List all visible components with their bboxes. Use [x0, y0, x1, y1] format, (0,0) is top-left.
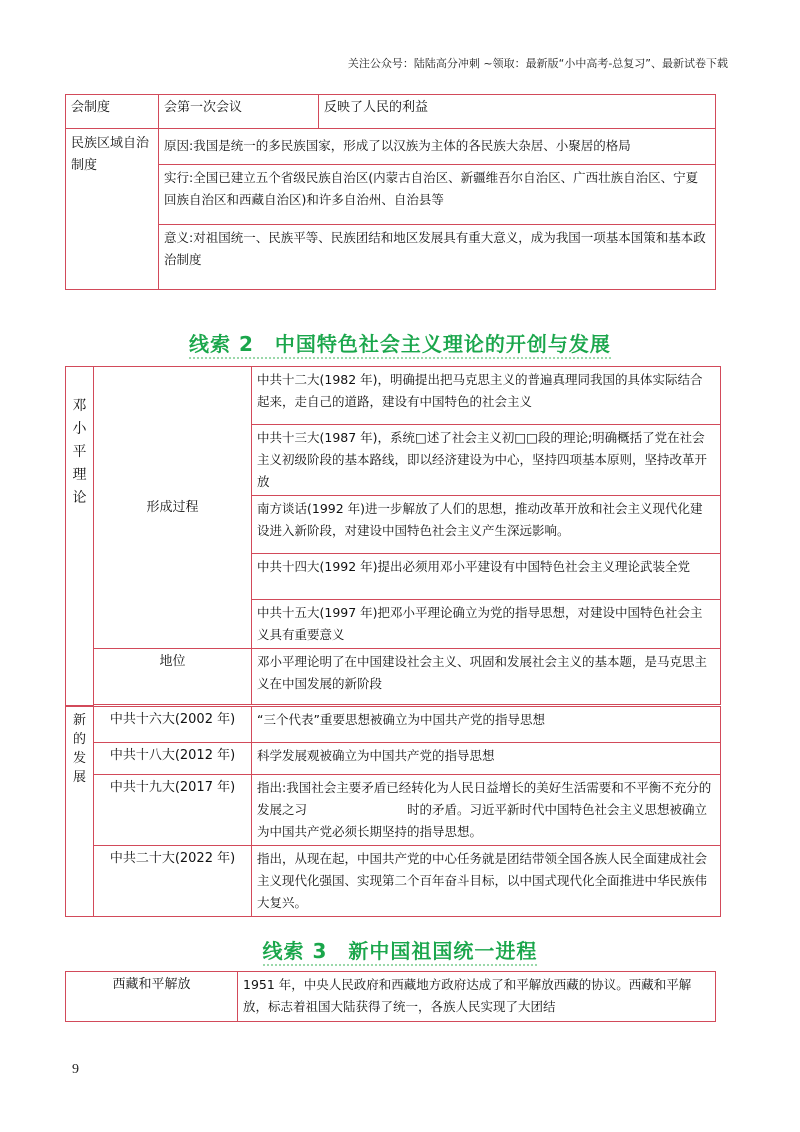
formation-item: 中共十三大(1987 年)，系统□述了社会主义初□□段的理论;明确概括了党在社会主义初级阶段的基本路线，即以经济建设为中心，坚持四项基本原则，坚持改革开放 [252, 425, 721, 496]
autonomy-implementation: 实行:全国已建立五个省级民族自治区(内蒙古自治区、新疆维吾尔自治区、广西壮族自治区、宁夏回族自治区和西藏自治区)和许多自治州、自治县等 [159, 165, 716, 225]
page-number: 9 [72, 1062, 79, 1077]
autonomy-meaning: 意义:对祖国统一、民族平等、民族团结和地区发展具有重大意义，成为我国一项基本国策和基本政治制度 [159, 225, 716, 290]
formation-item: 中共十五大(1997 年)把邓小平理论确立为党的指导思想，对建设中国特色社会主义具有重要意义 [252, 600, 721, 649]
table-row [66, 743, 721, 775]
table-row [66, 649, 721, 705]
political-system-table [65, 94, 716, 290]
cell-meeting: 会第一次会议 [159, 95, 319, 129]
table-row [66, 972, 716, 1022]
table-row [66, 367, 721, 425]
table-row [66, 129, 716, 165]
meeting-content: “三个代表”重要思想被确立为中国共产党的指导思想 [252, 707, 721, 743]
section-2-title [0, 328, 800, 357]
status-content: 邓小平理论明了在中国建设社会主义、巩固和发展社会主义的基本题，是马克思主义在中国发展的新阶段 [252, 649, 721, 705]
tibet-content: 1951 年，中央人民政府和西藏地方政府达成了和平解放西藏的协议。西藏和平解放，标志着祖国大陆获得了统一，各族人民实现了大团结 [238, 972, 716, 1022]
table-row [66, 846, 721, 917]
theory-table [65, 366, 721, 706]
autonomy-reason: 原因:我国是统一的多民族国家，形成了以汉族为主体的各民族大杂居、小聚居的格局 [159, 129, 716, 165]
reunification-table [65, 971, 716, 1022]
new-development-table [65, 706, 721, 917]
table-row [66, 775, 721, 846]
table-row [66, 705, 721, 706]
table-row [66, 225, 716, 290]
table-row [66, 707, 721, 743]
meeting-label: 中共十九大(2017 年) [94, 775, 252, 846]
table-row [66, 95, 716, 129]
formation-item: 中共十二大(1982 年)，明确提出把马克思主义的普遍真理同我国的具体实际结合起来，走自己的道路，建设有中国特色的社会主义 [252, 367, 721, 425]
header-note: 关注公众号：陆陆高分冲刺 ~领取：最新版“小中高考-总复习”、最新试卷下载 [347, 57, 728, 70]
deng-theory-label: 邓小平理论 [66, 367, 94, 706]
cell-system-name: 会制度 [66, 95, 159, 129]
meeting-label: 中共十八大(2012 年) [94, 743, 252, 775]
section-3-title [0, 935, 800, 964]
formation-item: 南方谈话(1992 年)进一步解放了人们的思想，推动改革开放和社会主义现代化建设进入新阶段，对建设中国特色社会主义产生深远影响。 [252, 496, 721, 554]
formation-item: 中共十四大(1992 年)提出必须用邓小平建设有中国特色社会主义理论武装全党 [252, 554, 721, 600]
tibet-label: 西藏和平解放 [66, 972, 238, 1022]
formation-label: 形成过程 [94, 367, 252, 649]
meeting-label: 中共二十大(2022 年) [94, 846, 252, 917]
section-3-title-text: 线索 3 新中国祖国统一进程 [263, 939, 538, 966]
cell-meaning: 反映了人民的利益 [319, 95, 716, 129]
regional-autonomy-label: 民族区域自治制度 [66, 129, 159, 290]
meeting-content: 指出:我国社会主要矛盾已经转化为人民日益增长的美好生活需要和不平衡不充分的发展之习 时的矛盾。习近平新时代中国特色社会主义思想被确立为中国共产党必须长期坚持的指导思想。 [252, 775, 721, 846]
new-development-label: 新的发展 [66, 707, 94, 917]
section-2-title-text: 线索 2 中国特色社会主义理论的开创与发展 [189, 332, 611, 359]
status-label: 地位 [94, 649, 252, 705]
meeting-label: 中共十六大(2002 年) [94, 707, 252, 743]
meeting-content: 科学发展观被确立为中国共产党的指导思想 [252, 743, 721, 775]
table-row [66, 165, 716, 225]
meeting-content: 指出，从现在起，中国共产党的中心任务就是团结带领全国各族人民全面建成社会主义现代化强国、实现第二个百年奋斗目标，以中国式现代化全面推进中华民族伟大复兴。 [252, 846, 721, 917]
